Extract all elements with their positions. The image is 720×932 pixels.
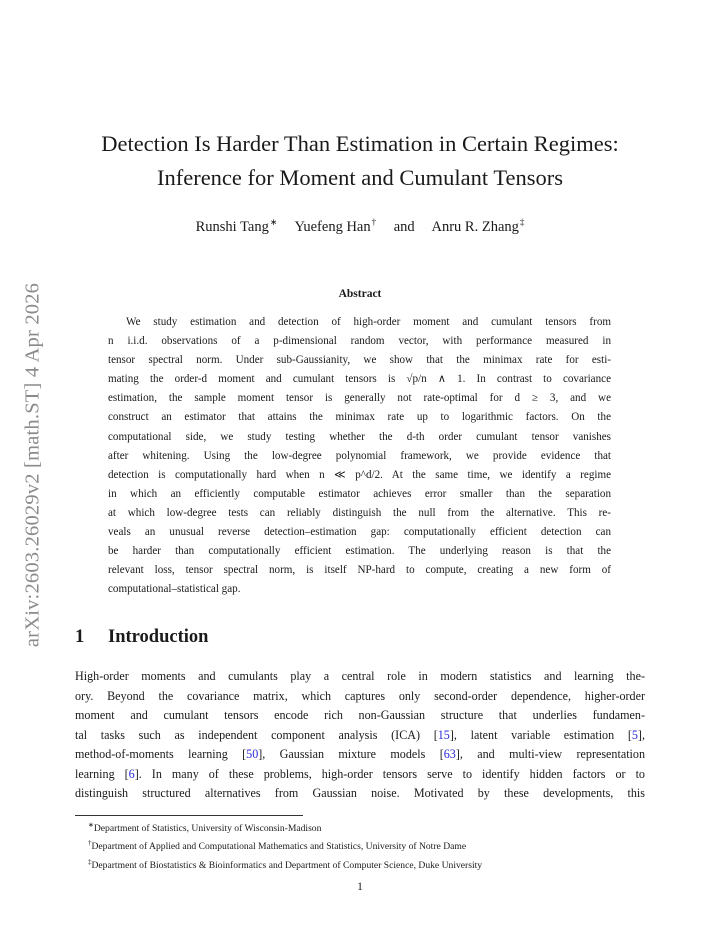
page-number: 1 (357, 881, 363, 893)
abstract-line: detection is computationally hard when n ≪ p^d/2. At the same time, we identify a regime (108, 468, 611, 481)
citation-link[interactable]: 5 (631, 727, 638, 742)
abstract-heading: Abstract (338, 288, 382, 300)
section-title: Introduction (108, 627, 209, 647)
author-1: Runshi Tang∗ (195, 217, 278, 235)
author-conjunction: and (393, 219, 415, 235)
footnote-affiliation-3: ‡Department of Biostatistics & Bioinformatics and Department of Computer Science, Duke University (88, 857, 483, 871)
footnotes (88, 818, 482, 873)
footnote-affiliation-2: †Department of Applied and Computational Mathematics and Statistics, University of Notre Dame (88, 839, 467, 853)
section-heading-introduction (75, 627, 208, 648)
body-line: distinguish structured alternatives from Gaussian noise. Motivated by these developments, this (75, 786, 645, 800)
arxiv-identifier-text: arXiv:2603.26029v2 [math.ST] 4 Apr 2026 (21, 282, 44, 648)
body-line: moment and cumulant tensors encode rich non-Gaussian structure that underlies fundamen- (75, 708, 645, 722)
citation-link[interactable]: 50 (246, 747, 259, 761)
section-number: 1 (75, 627, 85, 647)
abstract-line: construct an estimator that attains the minimax rate up to logarithmic factors. On the (108, 411, 611, 424)
citation-link[interactable]: 63 (443, 747, 456, 761)
abstract-line: after whitening. Using the low-degree polynomial framework, we provide evidence that (108, 449, 611, 462)
footnote-divider (75, 815, 303, 816)
abstract-line: at which low-degree tests can reliably distinguish the null from the alternative. This re- (108, 506, 611, 519)
body-line: High-order moments and cumulants play a central role in modern statistics and learning the- (75, 669, 645, 683)
author-3: Anru R. Zhang‡ (431, 217, 525, 235)
abstract-line: be harder than computationally efficient estimation. The underlying reason is that the (108, 545, 611, 558)
title-line-2: Inference for Moment and Cumulant Tensors (156, 165, 564, 190)
abstract-line: in which an efficiently computable estimator achieves error smaller than the separation (108, 487, 611, 500)
title-line-1: Detection Is Harder Than Estimation in Certain Regimes: (101, 131, 619, 156)
author-1-mark: ∗ (269, 217, 278, 227)
abstract-body (108, 313, 611, 599)
author-3-mark: ‡ (519, 217, 525, 227)
body-line: ory. Beyond the covariance matrix, which captures only second-order dependence, higher-order (75, 688, 645, 703)
author-list (60, 217, 660, 236)
paper-title (60, 127, 660, 195)
citation-link[interactable]: 6 (128, 766, 135, 781)
abstract-line: computational–statistical gap. (108, 583, 241, 596)
body-line: learning [6]. In many of these problems, high-order tensors serve to identify hidden factors or to (75, 766, 645, 781)
author-2-mark: † (371, 217, 377, 227)
abstract-line: tensor spectral norm. Under sub-Gaussianity, we show that the minimax rate for esti- (108, 354, 611, 367)
body-line: tal tasks such as independent component analysis (ICA) [15], latent variable estimation [5], (75, 727, 645, 742)
arxiv-identifier-stamp (10, 255, 56, 675)
introduction-paragraph (75, 667, 645, 804)
abstract-line: We study estimation and detection of high-order moment and cumulant tensors from (126, 316, 611, 328)
footnote-affiliation-1: ∗Department of Statistics, University of Wisconsin-Madison (88, 821, 322, 834)
abstract-line: computational side, we study testing whether the d-th order cumulant tensor vanishes (108, 430, 611, 443)
author-2: Yuefeng Han† (294, 217, 377, 235)
abstract-line: veals an unusual reverse detection–estimation gap: computationally efficient detection can (108, 526, 611, 539)
abstract-line: mating the order-d moment and cumulant tensors is √p/n ∧ 1. In contrast to covariance (108, 373, 611, 386)
citation-link[interactable]: 15 (437, 727, 450, 742)
body-line: method-of-moments learning [50], Gaussian mixture models [63], and multi-view representation (75, 747, 646, 761)
abstract-line: n i.i.d. observations of a p-dimensional random vector, with performance measured in (108, 335, 611, 348)
abstract-line: relevant loss, tensor spectral norm, is itself NP-hard to compute, creating a new form of (108, 564, 611, 577)
abstract-line: estimation, the sample moment tensor is generally not rate-optimal for d ≥ 3, and we (108, 392, 611, 405)
